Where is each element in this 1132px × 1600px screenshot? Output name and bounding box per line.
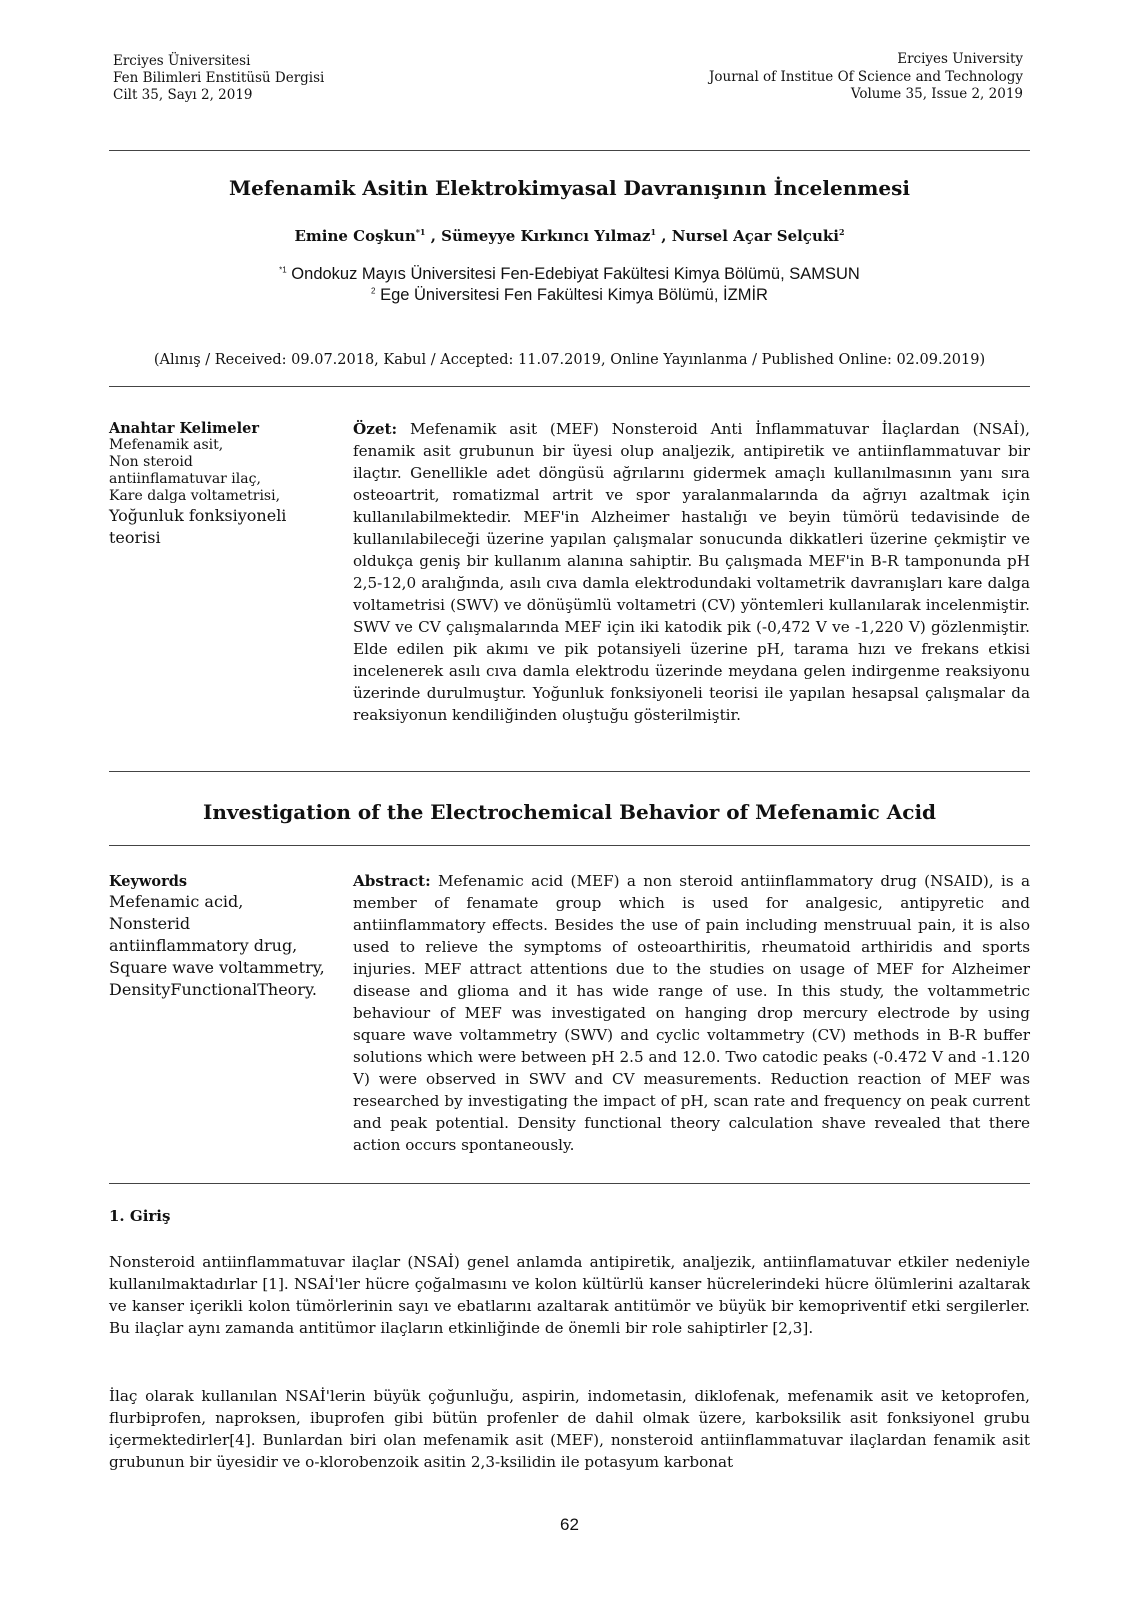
body-paragraph: Nonsteroid antiinflammatuvar ilaçlar (NSAİ) genel anlamda antipiretik, analjezik, antiinflamatuvar etkiler nedeniyle kullanılmaktadırlar [1]. NSAİ'ler hücre çoğalmasını ve kolon kültürlü kanser hücrelerindeki hücre ölümlerini azaltarak ve kanser içerikli kolon tümörlerinin sayı ve ebatlarını azaltarak antitümör ve büyük bir kemopriventif etki sergilerler. Bu ilaçlar aynı zamanda antitümor ilaçların etkinliğinde de önemli bir role sahiptirler [2,3].	[109, 1253, 1030, 1337]
body-paragraph: İlaç olarak kullanılan NSAİ'lerin büyük çoğunluğu, aspirin, indometasin, diklofenak, mefenamik asit ve ketoprofen, flurbiprofen, naproksen, ibuprofen gibi bütün profenler de dahil olmak üzere, karboksilik asit fonksiyonel grubu içermektedirler[4]. Bunlardan biri olan mefenamik asit (MEF), nonsteroid antiinflammatuvar ilaçlardan fenamik asit grubunun bir üyesidir ve o-klorobenzoik asitin 2,3-ksilidin ile potasyum karbonat	[109, 1387, 1030, 1471]
header-line: Erciyes University	[897, 51, 1023, 67]
keyword: Nonsterid	[109, 914, 191, 933]
abstract-tr	[353, 418, 1030, 726]
author-affiliation-mark: 2	[838, 227, 845, 237]
abstract-text: Mefenamic acid (MEF) a non steroid antiinflammatory drug (NSAID), is a member of fenamate group which is used for analgesic, antipyretic and antiinflammatory effects. Besides the use of pain including menstruual pain, it is also used to relieve the symptoms of osteoarthiritis, rheumatoid arthiridis and sports injuries. MEF attract attentions due to the studies on usage of MEF for Alzheimer disease and glioma and it has wide range of use. In this study, the voltammetric behaviour of MEF was investigated on hanging drop mercury electrode by using square wave voltammetry (SWV) and cyclic voltammetry (CV) methods in B-R buffer solutions which were between pH 2.5 and 12.0. Two catodic peaks (-0.472 V and -1.120 V) were observed in SWV and CV measurements. Reduction reaction of MEF was researched by investigating the impact of pH, scan rate and frequency on peak current and peak potential. Density functional theory calculation shave revealed that there action occurs spontaneously.	[353, 872, 1030, 1154]
keyword: Mefenamic acid,	[109, 892, 244, 911]
abstract-en	[353, 870, 1030, 1156]
journal-header-en	[709, 51, 1023, 104]
header-line: Fen Bilimleri Enstitüsü Dergisi	[113, 70, 325, 86]
affiliation-mark: *1	[279, 265, 287, 275]
journal-header-tr	[113, 53, 324, 104]
affiliation	[109, 286, 1030, 305]
affiliation-text: Ondokuz Mayıs Üniversitesi Fen-Edebiyat Fakültesi Kimya Bölümü, SAMSUN	[286, 265, 860, 283]
paper-title-tr: Mefenamik Asitin Elektrokimyasal Davranışının İncelenmesi	[229, 176, 910, 200]
keyword: Kare dalga voltametrisi,	[109, 488, 281, 504]
affiliation-mark: 2	[371, 286, 376, 296]
keywords-heading: Keywords	[109, 873, 188, 890]
keyword: Yoğunluk fonksiyoneli	[109, 506, 287, 525]
affiliation-text: Ege Üniversitesi Fen Fakültesi Kimya Bölümü, İZMİR	[375, 286, 768, 304]
author-list	[109, 227, 1030, 245]
publication-dates: (Alınış / Received: 09.07.2018, Kabul / Accepted: 11.07.2019, Online Yayınlanma / Published Online: 02.09.2019)	[153, 352, 986, 368]
keywords-en	[109, 873, 324, 1001]
author-affiliation-mark: *1	[415, 227, 426, 237]
author-separator: ,	[656, 227, 672, 245]
header-line: Cilt 35, Sayı 2, 2019	[113, 87, 253, 103]
author-name: Sümeyye Kırkıncı Yılmaz	[441, 227, 651, 245]
author-affiliation-mark: 1	[650, 227, 657, 237]
paper-title-en: Investigation of the Electrochemical Behavior of Mefenamic Acid	[202, 800, 937, 824]
section-divider	[109, 1183, 1030, 1184]
keyword: Square wave voltammetry,	[109, 958, 325, 977]
keyword: antiinflammatory drug,	[109, 936, 298, 955]
keyword: teorisi	[109, 528, 161, 547]
section-divider	[109, 771, 1030, 772]
affiliation	[109, 265, 1030, 284]
header-line: Journal of Institue Of Science and Technology	[709, 68, 1023, 85]
author-separator: ,	[425, 227, 442, 245]
abstract-text: Mefenamik asit (MEF) Nonsteroid Anti İnflammatuvar İlaçlardan (NSAİ), fenamik asit grubunun bir üyesi olup analjezik, antipiretik ve antiinflammatuvar bir ilaçtır. Genellikle adet döngüsü ağrılarını gidermek amaçlı kullanılmasının yanı sıra osteoartrit, romatizmal artrit ve spor yaralanmalarında da ağrıyı azaltmak için kullanılabilmektedir. MEF'in Alzheimer hastalığı ve beyin tümörü tedavisinde de kullanılabileceği üzerine yapılan çalışmalar sonucunda dikkatleri üzerine çekmiştir ve oldukça geniş bir kullanım alanına sahiptir. Bu çalışmada MEF'in B-R tamponunda pH 2,5-12,0 aralığında, asılı cıva damla elektrodundaki voltametrik davranışları kare dalga voltametrisi (SWV) ve dönüşümlü voltametri (CV) yöntemleri kullanılarak incelenmiştir. SWV ve CV çalışmalarında MEF için iki katodik pik (-0,472 V ve -1,220 V) gözlenmiştir. Elde edilen pik akımı ve pik potansiyeli üzerine pH, tarama hızı ve frekans etkisi incelenerek asılı cıva damla elektrodu üzerinde meydana gelen indirgenme reaksiyonu üzerinde durulmuştur. Yoğunluk fonksiyoneli teorisi ile yapılan hesapsal çalışmalar da reaksiyonun kendiliğinden oluştuğu gösterilmiştir.	[353, 420, 1030, 724]
keyword: antiinflamatuvar ilaç,	[109, 471, 261, 487]
author-name: Emine Coşkun	[294, 227, 416, 245]
author-name: Nursel Açar Selçuki	[671, 227, 839, 245]
header-line: Volume 35, Issue 2, 2019	[850, 86, 1023, 102]
section-divider	[109, 845, 1030, 846]
section-divider	[109, 386, 1030, 387]
keywords-tr	[109, 420, 324, 549]
header-line: Erciyes Üniversitesi	[113, 53, 251, 69]
section-heading: 1. Giriş	[109, 1207, 171, 1225]
abstract-label: Abstract:	[353, 872, 431, 890]
abstract-label: Özet:	[353, 420, 398, 438]
keyword: Mefenamik asit,	[109, 437, 224, 453]
page-number: 62	[560, 1515, 579, 1534]
header-divider	[109, 150, 1030, 151]
keyword: DensityFunctionalTheory.	[109, 980, 317, 999]
keywords-heading: Anahtar Kelimeler	[109, 420, 259, 437]
keyword: Non steroid	[109, 454, 193, 470]
